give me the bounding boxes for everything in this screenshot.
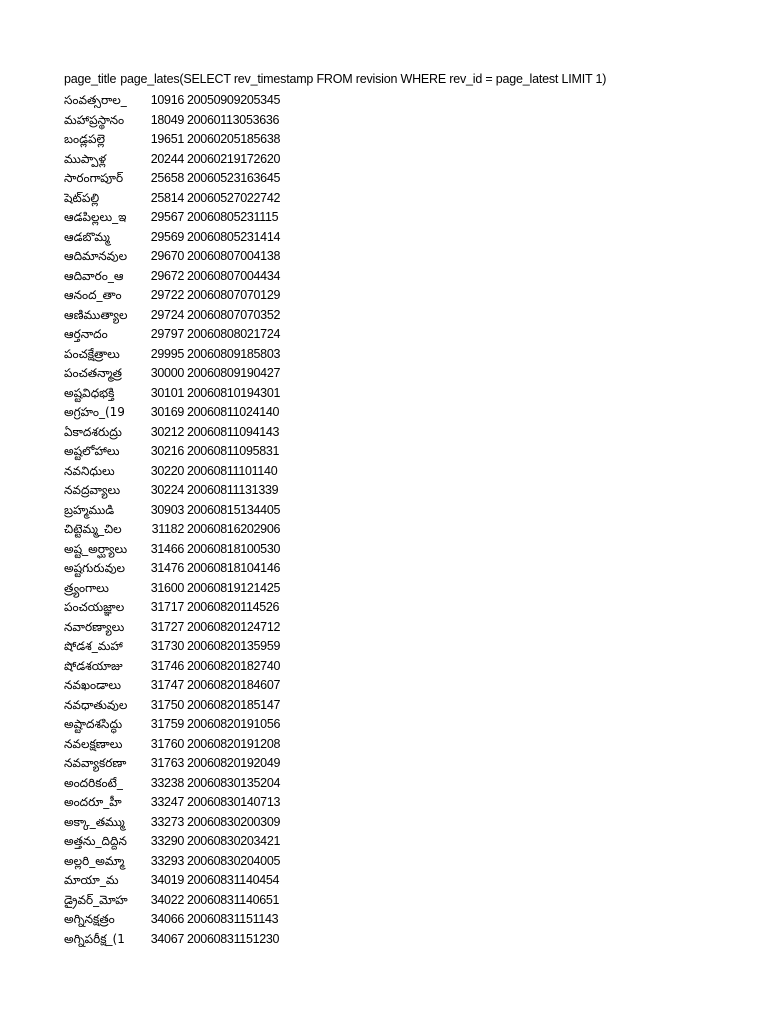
table-row <box>0 169 768 189</box>
table-row <box>0 715 768 735</box>
rev-timestamp-cell: 20060809190427 <box>187 366 281 380</box>
table-row <box>0 130 768 150</box>
page-latest-cell: 30220 <box>150 463 184 478</box>
table-row <box>0 423 768 443</box>
rev-timestamp-cell: 20060830140713 <box>187 795 281 809</box>
page-latest-cell: 31600 <box>150 580 184 595</box>
page-latest-cell: 19651 <box>150 132 184 146</box>
page-latest-cell: 30224 <box>150 483 184 497</box>
table-row <box>0 598 768 618</box>
table-row <box>0 559 768 579</box>
page-latest-cell: 29722 <box>150 288 184 302</box>
page-title-cell: ఆడబొమ్మ <box>64 229 110 244</box>
page-latest-cell: 30212 <box>150 424 184 439</box>
page-title-cell: ముప్పాళ్ల <box>64 151 107 166</box>
page-latest-cell: 31717 <box>150 600 184 614</box>
page-latest-cell: 29724 <box>150 307 184 322</box>
table-row <box>0 189 768 209</box>
page-latest-cell: 29995 <box>150 346 184 361</box>
rev-timestamp-cell: 20060807070352 <box>187 307 281 322</box>
rev-timestamp-cell: 20060820185147 <box>187 697 281 712</box>
rev-timestamp-cell: 20050909205345 <box>187 93 281 107</box>
table-row <box>0 676 768 696</box>
table-row <box>0 364 768 384</box>
rev-timestamp-cell: 20060811094143 <box>187 424 280 439</box>
page-title-cell: నవలక్షణాలు <box>64 736 123 751</box>
page-latest-cell: 31466 <box>150 541 184 556</box>
page-latest-cell: 29670 <box>150 249 184 263</box>
table-row <box>0 286 768 306</box>
page-latest-cell: 30903 <box>150 502 184 517</box>
rev-timestamp-cell: 20060811101140 <box>187 463 278 478</box>
page-title-cell: ఆదివారం_ఆ <box>64 268 124 283</box>
rev-timestamp-cell: 20060820192049 <box>187 756 281 770</box>
rev-timestamp-cell: 20060816202906 <box>187 522 281 536</box>
table-row <box>0 403 768 423</box>
table-row <box>0 774 768 794</box>
table-row <box>0 442 768 462</box>
page-title-cell: పంచతన్మాత్ర <box>64 366 122 380</box>
page-title-cell: అక్కా_తమ్ము <box>64 814 125 829</box>
header-timestamp-query: page_lates(SELECT rev_timestamp FROM revision WHERE rev_id = page_latest LIMIT 1) <box>120 72 607 86</box>
table-row <box>0 325 768 345</box>
table-row <box>0 501 768 521</box>
page-title-cell: ఏకాదశరుద్రు <box>64 424 122 439</box>
rev-timestamp-cell: 20060818104146 <box>187 561 281 575</box>
table-row <box>0 696 768 716</box>
rev-timestamp-cell: 20060815134405 <box>187 502 281 517</box>
page-latest-cell: 30000 <box>150 366 184 380</box>
page-title-cell: నవద్రవ్యాలు <box>64 483 121 497</box>
page-title-cell: షోడశ_మహా <box>64 639 123 653</box>
page-title-cell: బండ్లపల్లె <box>64 132 106 146</box>
rev-timestamp-cell: 20060831140651 <box>187 892 280 907</box>
rev-timestamp-cell: 20060810194301 <box>187 385 281 400</box>
data-rows <box>0 91 768 949</box>
rev-timestamp-cell: 20060809185803 <box>187 346 281 361</box>
page-title-cell: ఆణిముత్యాల <box>64 307 128 322</box>
page-latest-cell: 31727 <box>150 619 184 634</box>
rev-timestamp-cell: 20060807070129 <box>187 288 281 302</box>
table-row <box>0 657 768 677</box>
rev-timestamp-cell: 20060527022742 <box>187 190 281 205</box>
table-row <box>0 579 768 599</box>
page-latest-cell: 30101 <box>150 385 184 400</box>
page-latest-cell: 31759 <box>150 717 184 731</box>
rev-timestamp-cell: 20060831151143 <box>187 912 279 926</box>
page-latest-cell: 30169 <box>150 405 184 419</box>
page-latest-cell: 31763 <box>150 756 184 770</box>
page-latest-cell: 18049 <box>150 112 184 127</box>
page-latest-cell: 31730 <box>150 639 184 653</box>
page-title-cell: అల్లరి_అమ్మా <box>64 853 125 868</box>
rev-timestamp-cell: 20060831140454 <box>187 873 280 887</box>
page-title-cell: అష్టాదశసిద్ధు <box>64 717 123 731</box>
page-latest-cell: 34066 <box>150 912 184 926</box>
table-row <box>0 793 768 813</box>
page-latest-cell: 31760 <box>150 736 184 751</box>
page-latest-cell: 29672 <box>150 268 184 283</box>
page-title-cell: అష్ట_అర్ఘ్యాలు <box>64 541 128 556</box>
page-title-cell: అగ్రహం_(19 <box>64 405 125 419</box>
page-title-cell: షెట్‌పల్లి <box>64 190 100 205</box>
page-latest-cell: 33238 <box>150 775 184 790</box>
page-latest-cell: 31750 <box>150 697 184 712</box>
rev-timestamp-cell: 20060523163645 <box>187 171 281 185</box>
page-title-cell: నవధాతువుల <box>64 697 128 712</box>
page-latest-cell: 33290 <box>150 834 184 848</box>
table-row <box>0 247 768 267</box>
rev-timestamp-cell: 20060805231115 <box>187 210 279 224</box>
page-latest-cell: 33247 <box>150 795 184 809</box>
page-title-cell: పంచక్షేత్రాలు <box>64 346 120 361</box>
page-latest-cell: 31746 <box>150 658 184 673</box>
table-row <box>0 910 768 930</box>
table-row <box>0 754 768 774</box>
page-title-cell: అత్తను_దిద్దిన <box>64 834 127 848</box>
table-row <box>0 111 768 131</box>
rev-timestamp-cell: 20060811095831 <box>187 444 280 458</box>
rev-timestamp-cell: 20060811131339 <box>187 483 279 497</box>
page-latest-cell: 10916 <box>150 93 184 107</box>
table-row <box>0 852 768 872</box>
page-title-cell: ఆర్తనాదం <box>64 327 108 341</box>
rev-timestamp-cell: 20060830204005 <box>187 853 281 868</box>
rev-timestamp-cell: 20060807004138 <box>187 249 281 263</box>
page-latest-cell: 34019 <box>150 873 184 887</box>
table-row <box>0 345 768 365</box>
rev-timestamp-cell: 20060818100530 <box>187 541 281 556</box>
page-title-cell: ఆదిమానవుల <box>64 249 128 263</box>
page-title-cell: సంవత్సరాల_ <box>64 93 127 107</box>
page-latest-cell: 31747 <box>150 678 184 692</box>
page-title-cell: అష్టలోహాలు <box>64 444 120 458</box>
page-title-cell: డ్రైవర్_మోహ <box>64 892 128 907</box>
rev-timestamp-cell: 20060820191056 <box>187 717 281 731</box>
page-title-cell: నవవ్యాకరణా <box>64 756 127 770</box>
rev-timestamp-cell: 20060820191208 <box>187 736 281 751</box>
table-row <box>0 91 768 111</box>
rev-timestamp-cell: 20060830200309 <box>187 814 281 829</box>
table-row <box>0 871 768 891</box>
rev-timestamp-cell: 20060808021724 <box>187 327 281 341</box>
table-row <box>0 520 768 540</box>
page-title-cell: అష్టవిధభక్తి <box>64 385 115 400</box>
page-latest-cell: 33293 <box>150 853 184 868</box>
page-title-cell: బ్రహ్మముడి <box>64 502 115 517</box>
page-title-cell: పంచయజ్ఞాల <box>64 600 125 614</box>
page-latest-cell: 34067 <box>150 931 184 946</box>
page-title-cell: అగ్నిపరీక్ష_(1 <box>64 931 125 946</box>
rev-timestamp-cell: 20060219172620 <box>187 151 281 166</box>
table-row <box>0 832 768 852</box>
page-title-cell: అందరూ_హీ <box>64 795 122 809</box>
page-title-cell: నవఖండాలు <box>64 678 122 692</box>
table-row <box>0 891 768 911</box>
rev-timestamp-cell: 20060819121425 <box>187 580 281 595</box>
table-row <box>0 735 768 755</box>
table-row <box>0 618 768 638</box>
page-latest-cell: 29567 <box>150 210 184 224</box>
page-title-cell: చిట్టెమ్మ_చిల <box>64 522 122 536</box>
page-title-cell: సారంగాపూర్ <box>64 171 124 185</box>
table-row <box>0 930 768 950</box>
page-latest-cell: 31182 <box>151 522 184 536</box>
rev-timestamp-cell: 20060205185638 <box>187 132 281 146</box>
rev-timestamp-cell: 20060805231414 <box>187 229 281 244</box>
page-title-cell: అందరికంటే_ <box>64 775 123 790</box>
rev-timestamp-cell: 20060807004434 <box>187 268 281 283</box>
page-title-cell: మాయా_మ <box>64 873 119 887</box>
rev-timestamp-cell: 20060820135959 <box>187 639 281 653</box>
page-latest-cell: 30216 <box>150 444 184 458</box>
page-title-cell: నవనిధులు <box>64 463 115 478</box>
table-row <box>0 384 768 404</box>
table-row <box>0 150 768 170</box>
rev-timestamp-cell: 20060811024140 <box>187 405 280 419</box>
header-page-title: page_title <box>64 72 117 86</box>
page-latest-cell: 25814 <box>150 190 184 205</box>
page-latest-cell: 29569 <box>150 229 184 244</box>
page-title-cell: త్ర్యంగాలు <box>64 580 109 595</box>
page-latest-cell: 33273 <box>150 814 184 829</box>
page-title-cell: ఆడపిల్లలు_ఇ <box>64 210 127 224</box>
page-latest-cell: 25658 <box>150 171 184 185</box>
rev-timestamp-cell: 20060830203421 <box>187 834 281 848</box>
page-latest-cell: 20244 <box>150 151 184 166</box>
rev-timestamp-cell: 20060820114526 <box>187 600 280 614</box>
rev-timestamp-cell: 20060113053636 <box>187 112 280 127</box>
rev-timestamp-cell: 20060831151230 <box>187 931 280 946</box>
table-row <box>0 462 768 482</box>
page-title-cell: అష్టగురువుల <box>64 561 126 575</box>
table-row <box>0 813 768 833</box>
table-row <box>0 481 768 501</box>
table-row <box>0 228 768 248</box>
page-latest-cell: 29797 <box>150 327 184 341</box>
table-row <box>0 267 768 287</box>
rev-timestamp-cell: 20060820124712 <box>187 619 281 634</box>
page-latest-cell: 34022 <box>150 892 184 907</box>
table-header <box>64 70 606 88</box>
page-title-cell: నవారణ్యాలు <box>64 619 125 634</box>
rev-timestamp-cell: 20060830135204 <box>187 775 281 790</box>
page-latest-cell: 31476 <box>150 561 184 575</box>
rev-timestamp-cell: 20060820184607 <box>187 678 281 692</box>
table-row <box>0 208 768 228</box>
table-row <box>0 540 768 560</box>
page-title-cell: అగ్నినక్షత్రం <box>64 912 115 926</box>
page-title-cell: ఆనంద_తాం <box>64 288 122 302</box>
rev-timestamp-cell: 20060820182740 <box>187 658 281 673</box>
table-row <box>0 306 768 326</box>
table-row <box>0 637 768 657</box>
page-title-cell: షోడశయాజు <box>64 658 123 673</box>
page-title-cell: మహాప్రస్థానం <box>64 112 125 127</box>
